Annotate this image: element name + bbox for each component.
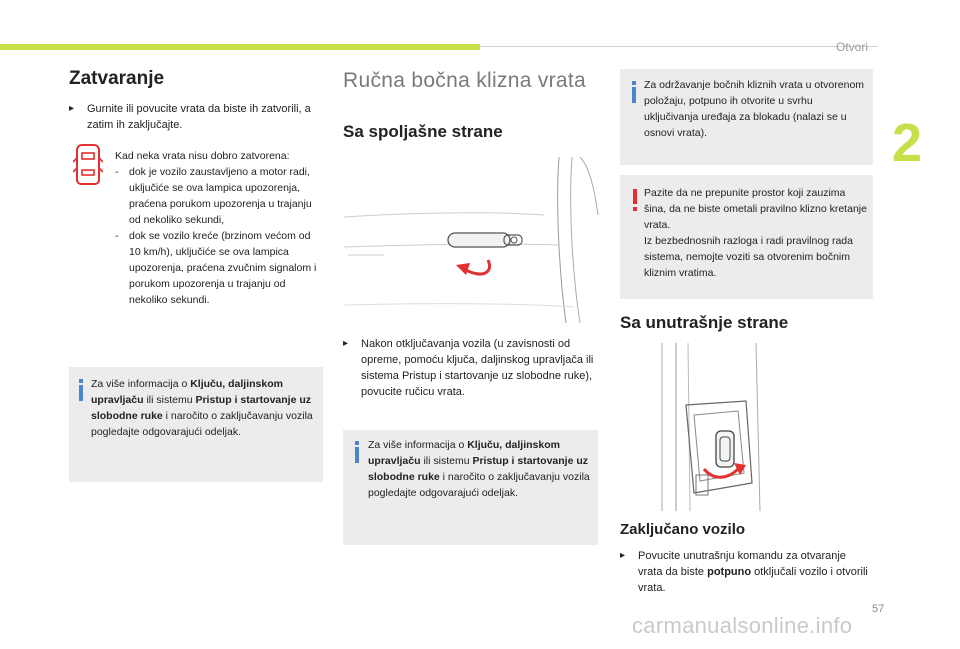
heading-sliding-doors: Ručna bočna klizna vrata bbox=[343, 69, 586, 92]
info-box-right bbox=[620, 69, 873, 165]
heading-inside: Sa unutrašnje strane bbox=[620, 313, 789, 332]
warning-icon bbox=[632, 189, 638, 211]
bullet-pull-handle bbox=[343, 336, 601, 400]
car-door-open-icon bbox=[73, 142, 103, 186]
bullet-pull-handle-text: Nakon otključavanja vozila (u zavisnosti od opreme, pomoću ključa, daljinskog upravljača ili sistema Pristup i startovanje uz slobodne ruke), povucite ručicu vrata. bbox=[361, 338, 594, 398]
interior-handle-illustration bbox=[656, 343, 772, 513]
door-alert-text bbox=[115, 148, 325, 308]
info-box-left-text: Za više informacija o Ključu, daljinskom upravljaču ili sistemu Pristup i startovanje uz slobodne ruke i naročito o zaključavanju vozila pogledajte odgovarajući odeljak. bbox=[91, 378, 313, 438]
info-icon bbox=[77, 379, 85, 401]
warning-box bbox=[620, 175, 873, 299]
bullet-arrow-icon: ▸ bbox=[69, 103, 75, 114]
header-accent-bar bbox=[0, 44, 480, 50]
info-box-left bbox=[69, 367, 323, 482]
heading-locked-vehicle: Zaključano vozilo bbox=[620, 521, 746, 538]
exterior-handle-illustration bbox=[344, 155, 600, 325]
bullet-locked-text: Povucite unutrašnju komandu za otvaranje vrata da biste potpuno otključali vozilo i otvorili vrata. bbox=[638, 550, 868, 594]
info-box-middle-text: Za više informacija o Ključu, daljinskom upravljaču ili sistemu Pristup i startovanje uz slobodne ruke i naročito o zaključavanju vozila pogledajte odgovarajući odeljak. bbox=[368, 439, 590, 499]
door-alert-item: - dok je vozilo zaustavljeno a motor radi, uključiće se ova lampica upozorenja, praćena porukom upozorenja u trajanju od nekoliko sekundi, bbox=[115, 166, 312, 226]
door-alert-intro: Kad neka vrata nisu dobro zatvorena: bbox=[115, 150, 290, 162]
bullet-close bbox=[69, 101, 324, 133]
bullet-locked bbox=[620, 548, 873, 596]
page-number: 57 bbox=[872, 603, 885, 615]
heading-zatvaranje: Zatvaranje bbox=[69, 68, 165, 89]
header-rule bbox=[480, 46, 878, 47]
watermark: carmanualsonline.info bbox=[632, 613, 853, 638]
section-title: Otvori bbox=[836, 40, 869, 54]
info-box-right-text: Za održavanje bočnih kliznih vrata u otvorenom položaju, potpuno ih otvorite u svrhu uključivanja uređaja za blokadu (nalazi se u osnovi vrata). bbox=[644, 79, 865, 139]
info-icon bbox=[353, 441, 361, 463]
chapter-number: 2 bbox=[892, 113, 923, 173]
door-alert-item: - dok se vozilo kreće (brzinom većom od 10 km/h), uključiće se ova lampica upozorenja, praćena zvučnim signalom i porukom upozorenja u trajanju od nekoliko sekundi. bbox=[115, 230, 317, 306]
bullet-close-text: Gurnite ili povucite vrata da biste ih zatvorili, a zatim ih zaključajte. bbox=[87, 103, 311, 131]
info-icon bbox=[630, 81, 638, 103]
heading-outside: Sa spoljašne strane bbox=[343, 122, 503, 141]
bullet-arrow-icon: ▸ bbox=[620, 550, 626, 561]
info-box-middle bbox=[343, 430, 598, 545]
warning-box-text: Pazite da ne prepunite prostor koji zauzima šina, da ne biste ometali pravilno klizno kretanje vrata. Iz bezbednosnih razloga i radi pravilnog rada sistema, nemojte voziti sa otvorenim bočnim kliznim vratima. bbox=[644, 187, 867, 279]
bullet-arrow-icon: ▸ bbox=[343, 338, 349, 349]
